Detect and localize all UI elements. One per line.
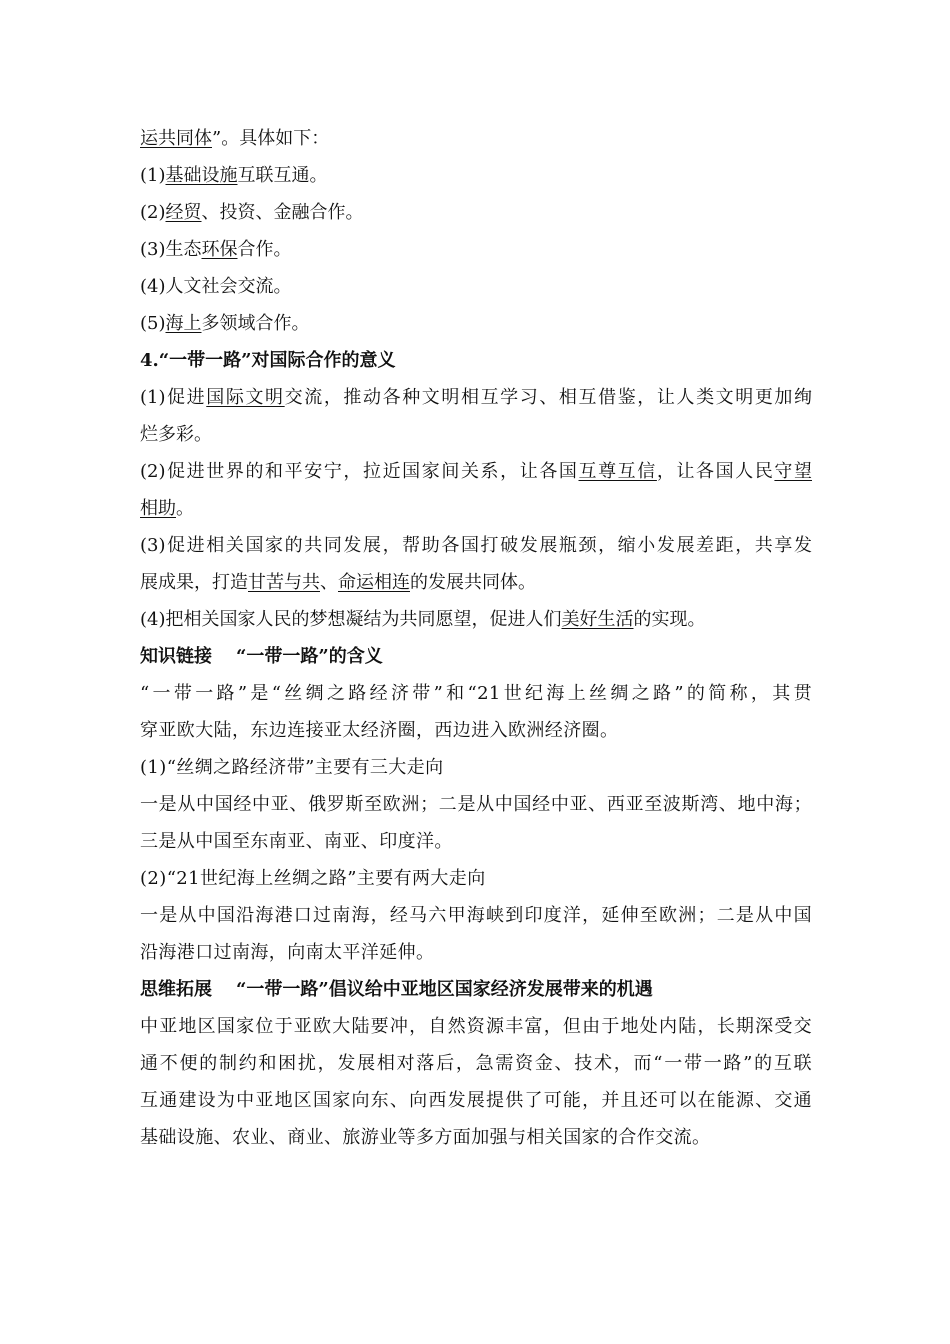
document-page: [140, 120, 812, 1156]
continuation-line: 运共同体”。具体如下：: [140, 128, 330, 149]
section-label: 思维拓展: [140, 979, 212, 1000]
paragraph-line: 通不便的制约和困扰，发展相对落后，急需资金、技术，而“一带一路”的互联: [140, 1053, 812, 1074]
knowledge-link-heading: [140, 638, 812, 675]
paragraph-line: (2)“21世纪海上丝绸之路”主要有两大走向: [140, 868, 486, 889]
list-item: (1)基础设施互联互通。: [140, 165, 328, 186]
underlined-term: 基础设施: [165, 165, 238, 186]
section-heading: 4.“一带一路”对国际合作的意义: [140, 350, 396, 371]
paragraph-line: 穿亚欧大陆，东边连接亚太经济圈，西边进入欧洲经济圈。: [140, 720, 619, 741]
list-item: (2)经贸、投资、金融合作。: [140, 202, 364, 223]
paragraph-line: (3)促进相关国家的共同发展，帮助各国打破发展瓶颈，缩小发展差距，共享发: [140, 535, 812, 556]
underlined-term: 环保: [201, 239, 238, 260]
underlined-term: 国际文明: [206, 387, 285, 408]
paragraph-line: 中亚地区国家位于亚欧大陆要冲，自然资源丰富，但由于地处内陆，长期深受交: [140, 1016, 812, 1037]
paragraph-line: (2)促进世界的和平安宁，拉近国家间关系，让各国互尊互信，让各国人民守望: [140, 461, 812, 482]
underlined-term: 甘苦与共: [248, 572, 320, 593]
underlined-term: 海上: [165, 313, 202, 334]
underlined-term: 互尊互信: [578, 461, 657, 482]
paragraph-line: “一带一路”是“丝绸之路经济带”和“21世纪海上丝绸之路”的简称，其贯: [140, 683, 812, 704]
underlined-term: 命运相连: [338, 572, 410, 593]
paragraph-line: 三是从中国至东南亚、南亚、印度洋。: [140, 831, 453, 852]
underlined-term: 运共同体: [140, 128, 212, 149]
underlined-term: 美好生活: [561, 609, 634, 630]
section-title: “一带一路”倡议给中亚地区国家经济发展带来的机遇: [236, 979, 653, 1000]
paragraph-line: (1)促进国际文明交流，推动各种文明相互学习、相互借鉴，让人类文明更加绚: [140, 387, 812, 408]
list-item: (3)生态环保合作。: [140, 239, 292, 260]
paragraph-line: 互通建设为中亚地区国家向东、向西发展提供了可能，并且还可以在能源、交通: [140, 1090, 812, 1111]
section-title: “一带一路”的含义: [236, 646, 383, 667]
paragraph-line: 烂多彩。: [140, 424, 212, 445]
paragraph-line: 一是从中国经中亚、俄罗斯至欧洲；二是从中国经中亚、西亚至波斯湾、地中海；: [140, 794, 812, 815]
paragraph-line: (4)把相关国家人民的梦想凝结为共同愿望，促进人们美好生活的实现。: [140, 609, 706, 630]
paragraph-line: 基础设施、农业、商业、旅游业等多方面加强与相关国家的合作交流。: [140, 1127, 711, 1148]
paragraph-line: 展成果，打造甘苦与共、命运相连的发展共同体。: [140, 572, 536, 593]
underlined-term: 守望: [774, 461, 812, 482]
underlined-term: 经贸: [165, 202, 202, 223]
thinking-expand-heading: [140, 971, 812, 1008]
paragraph-line: (1)“丝绸之路经济带”主要有三大走向: [140, 757, 444, 778]
section-label: 知识链接: [140, 646, 212, 667]
list-item: (5)海上多领域合作。: [140, 313, 310, 334]
underlined-term: 相助: [140, 498, 176, 519]
paragraph-line: 沿海港口过南海，向南太平洋延伸。: [140, 942, 435, 963]
list-item: (4)人文社会交流。: [140, 276, 292, 297]
paragraph-line: 一是从中国沿海港口过南海，经马六甲海峡到印度洋，延伸至欧洲；二是从中国: [140, 905, 812, 926]
paragraph-line: 相助。: [140, 498, 194, 519]
